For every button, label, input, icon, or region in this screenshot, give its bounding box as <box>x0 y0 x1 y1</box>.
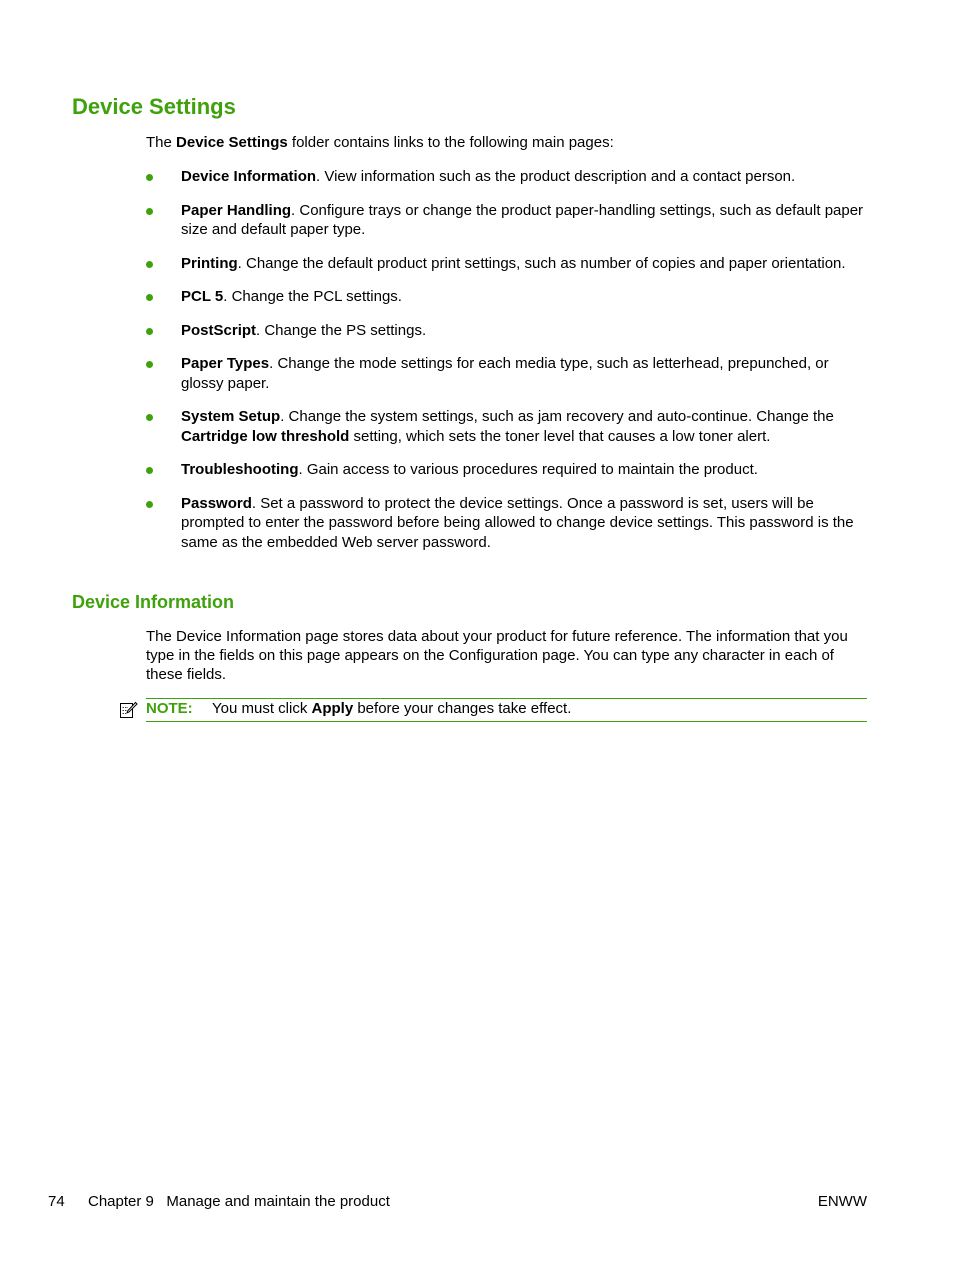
list-item-description: . Gain access to various procedures required to maintain the product. <box>298 461 758 478</box>
list-item <box>146 460 868 480</box>
list-item-description: . View information such as the product description and a contact person. <box>316 168 796 185</box>
note-text-before: You must click <box>212 700 312 717</box>
list-item-term: System Setup <box>181 408 281 425</box>
list-item-term: Printing <box>181 254 238 272</box>
list-item <box>146 407 868 446</box>
intro-paragraph <box>146 133 614 153</box>
note-box <box>146 698 867 722</box>
note-label: NOTE: <box>146 700 193 717</box>
list-item <box>146 321 868 341</box>
device-information-paragraph: The Device Information page stores data about your product for future reference. The information that you type in the fields on this page appears on the Configuration page. You can type any character in each of these fields. <box>146 628 848 684</box>
note-text-bold: Apply <box>311 700 354 717</box>
list-item-term: PCL 5 <box>181 288 224 305</box>
bullet-dot-icon <box>146 208 153 215</box>
list-item-term: Password <box>181 494 252 512</box>
note-pencil-icon <box>118 700 138 720</box>
list-item <box>146 254 868 274</box>
section-title-device-information: Device Information <box>72 592 235 612</box>
device-settings-list <box>146 167 868 566</box>
list-item <box>146 354 868 393</box>
list-item <box>146 494 868 553</box>
list-item <box>146 201 868 240</box>
bullet-dot-icon <box>146 294 153 301</box>
list-item-description: . Change the default product print settings, such as number of copies and paper orientation. <box>237 254 846 272</box>
list-item-term: Paper Handling <box>181 201 292 219</box>
list-item-term-secondary: Cartridge low threshold <box>181 427 350 445</box>
list-item-description: . Change the PS settings. <box>256 321 427 339</box>
bullet-dot-icon <box>146 328 153 335</box>
bullet-dot-icon <box>146 467 153 474</box>
list-item-description: . Set a password to protect the device settings. Once a password is set, users will be prompted to enter the password before being allowed to change device settings. This password is the same as the embedded Web server password. <box>181 494 854 551</box>
list-item-description-continued: setting, which sets the toner level that causes a low toner alert. <box>349 427 771 445</box>
bullet-dot-icon <box>146 174 153 181</box>
bullet-dot-icon <box>146 261 153 268</box>
bullet-dot-icon <box>146 361 153 368</box>
page-footer <box>48 1192 867 1212</box>
intro-text-bold: Device Settings <box>176 134 288 151</box>
list-item-term: PostScript <box>181 321 257 339</box>
list-item-term: Paper Types <box>181 355 270 372</box>
list-item-term: Troubleshooting <box>181 461 299 478</box>
list-item-description: . Change the mode settings for each media type, such as letterhead, prepunched, or glossy paper. <box>181 355 829 392</box>
footer-language-code: ENWW <box>817 1193 867 1210</box>
bullet-dot-icon <box>146 501 153 508</box>
list-item <box>146 287 868 307</box>
list-item-term: Device Information <box>181 168 317 185</box>
intro-text-before: The <box>146 134 177 151</box>
note-text-after: before your changes take effect. <box>353 700 572 717</box>
footer-page-number: 74 <box>48 1193 65 1210</box>
bullet-dot-icon <box>146 414 153 421</box>
footer-chapter-title: Chapter 9 Manage and maintain the product <box>88 1193 390 1210</box>
note-text <box>212 699 571 719</box>
list-item-description: . Change the system settings, such as jam recovery and auto-continue. Change the <box>280 408 834 425</box>
intro-text-after: folder contains links to the following main pages: <box>287 134 614 151</box>
list-item-description: . Configure trays or change the product paper-handling settings, such as default paper size and default paper type. <box>181 201 864 238</box>
list-item <box>146 167 868 187</box>
list-item-description: . Change the PCL settings. <box>223 288 402 305</box>
page-title: Device Settings <box>72 94 236 119</box>
